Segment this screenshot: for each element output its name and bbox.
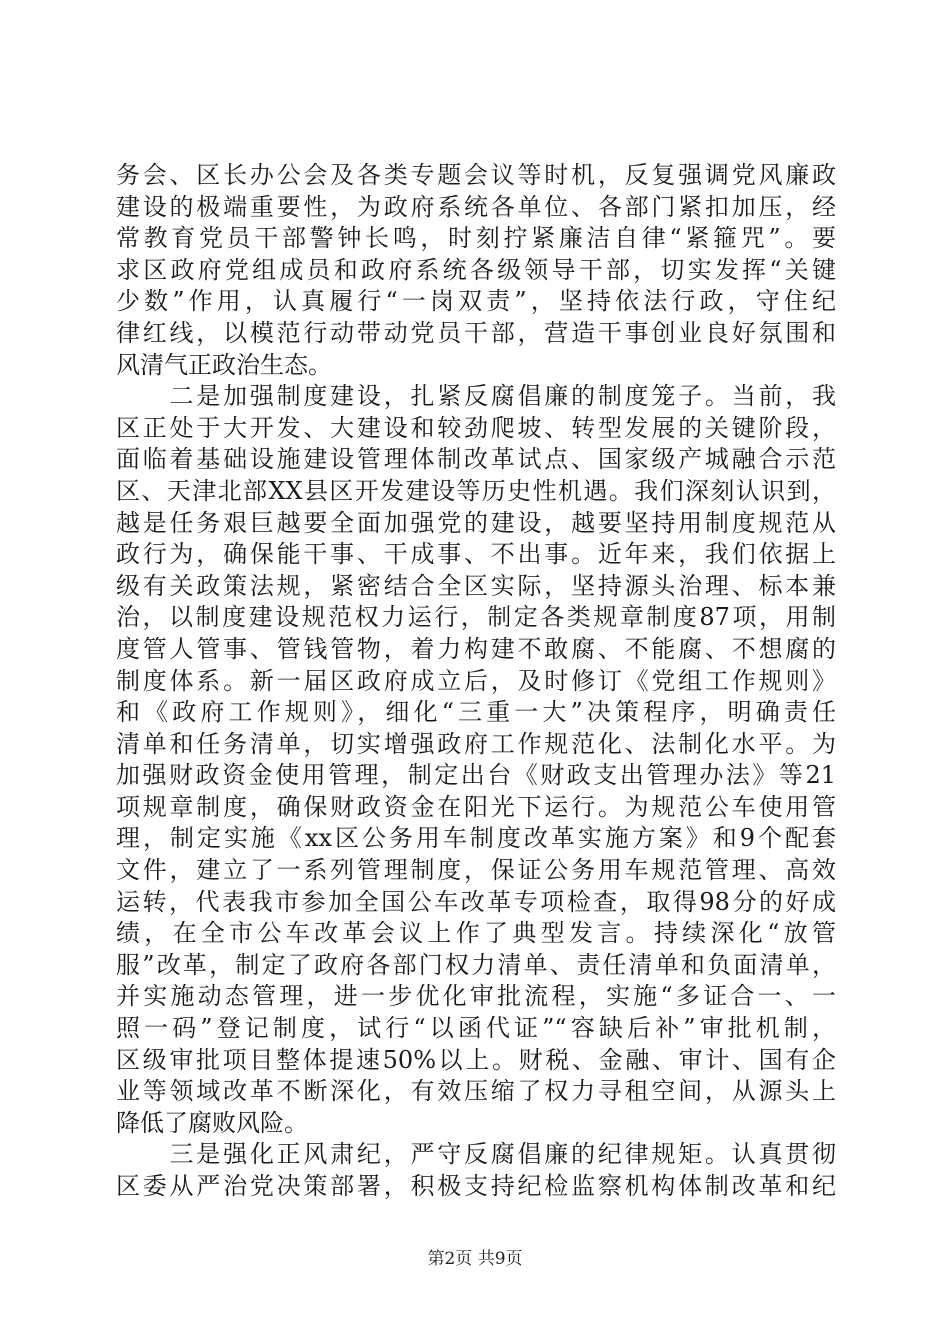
text-line: 清单和任务清单，切实增强政府工作规范化、法制化水平。为 [116, 729, 836, 758]
text-line: 度管人管事、管钱管物，着力构建不敢腐、不能腐、不想腐的 [116, 634, 836, 663]
text-line: 理，制定实施《xx区公务用车制度改革实施方案》和9个配套 [116, 824, 836, 853]
text-line: 二是加强制度建设，扎紧反腐倡廉的制度笼子。当前，我 [116, 382, 836, 411]
text-line: 区、天津北部XX县区开发建设等历史性机遇。我们深刻认识到， [116, 476, 836, 505]
text-line: 运转，代表我市参加全国公车改革专项检查，取得98分的好成 [116, 887, 836, 916]
text-line: 文件，建立了一系列管理制度，保证公务用车规范管理、高效 [116, 856, 836, 885]
text-line: 建设的极端重要性，为政府系统各单位、各部门紧扣加压，经 [116, 192, 836, 221]
text-line: 区正处于大开发、大建设和较劲爬坡、转型发展的关键阶段， [116, 413, 836, 442]
text-line: 少数”作用，认真履行“一岗双责”，坚持依法行政，守住纪 [116, 287, 836, 316]
text-line: 风清气正政治生态。 [116, 350, 332, 379]
text-line: 三是强化正风肃纪，严守反腐倡廉的纪律规矩。认真贯彻 [116, 1140, 836, 1169]
text-line: 项规章制度，确保财政资金在阳光下运行。为规范公车使用管 [116, 792, 836, 821]
text-line: 政行为，确保能干事、干成事、不出事。近年来，我们依据上 [116, 540, 836, 569]
text-line: 服”改革，制定了政府各部门权力清单、责任清单和负面清单， [116, 950, 836, 979]
body-text [116, 160, 836, 1203]
text-line: 治，以制度建设规范权力运行，制定各类规章制度87项，用制 [116, 603, 836, 632]
text-line: 级有关政策法规，紧密结合全区实际，坚持源头治理、标本兼 [116, 571, 836, 600]
text-line: 和《政府工作规则》，细化“三重一大”决策程序，明确责任 [116, 698, 836, 727]
text-line: 越是任务艰巨越要全面加强党的建设，越要坚持用制度规范从 [116, 508, 836, 537]
page-number-footer: 第2页 共9页 [427, 1249, 523, 1269]
text-line: 绩，在全市公车改革会议上作了典型发言。持续深化“放管 [116, 919, 836, 948]
text-line: 制度体系。新一届区政府成立后，及时修订《党组工作规则》 [116, 666, 836, 695]
text-line: 业等领域改革不断深化，有效压缩了权力寻租空间，从源头上 [116, 1077, 836, 1106]
text-line: 区委从严治党决策部署，积极支持纪检监察机构体制改革和纪 [116, 1172, 836, 1200]
text-line: 面临着基础设施建设管理体制改革试点、国家级产城融合示范 [116, 445, 836, 474]
text-line: 照一码”登记制度，试行“以函代证”“容缺后补”审批机制， [116, 1014, 836, 1043]
text-line: 区级审批项目整体提速50%以上。财税、金融、审计、国有企 [116, 1045, 836, 1074]
text-line: 加强财政资金使用管理，制定出台《财政支出管理办法》等21 [116, 761, 836, 790]
text-line: 求区政府党组成员和政府系统各级领导干部，切实发挥“关键 [116, 255, 836, 284]
text-line: 并实施动态管理，进一步优化审批流程，实施“多证合一、一 [116, 982, 836, 1011]
text-line: 常教育党员干部警钟长鸣，时刻拧紧廉洁自律“紧箍咒”。要 [116, 224, 836, 253]
text-line: 律红线，以模范行动带动党员干部，营造干事创业良好氛围和 [116, 318, 836, 347]
text-line: 务会、区长办公会及各类专题会议等时机，反复强调党风廉政 [116, 161, 836, 189]
text-line: 降低了腐败风险。 [116, 1108, 308, 1137]
